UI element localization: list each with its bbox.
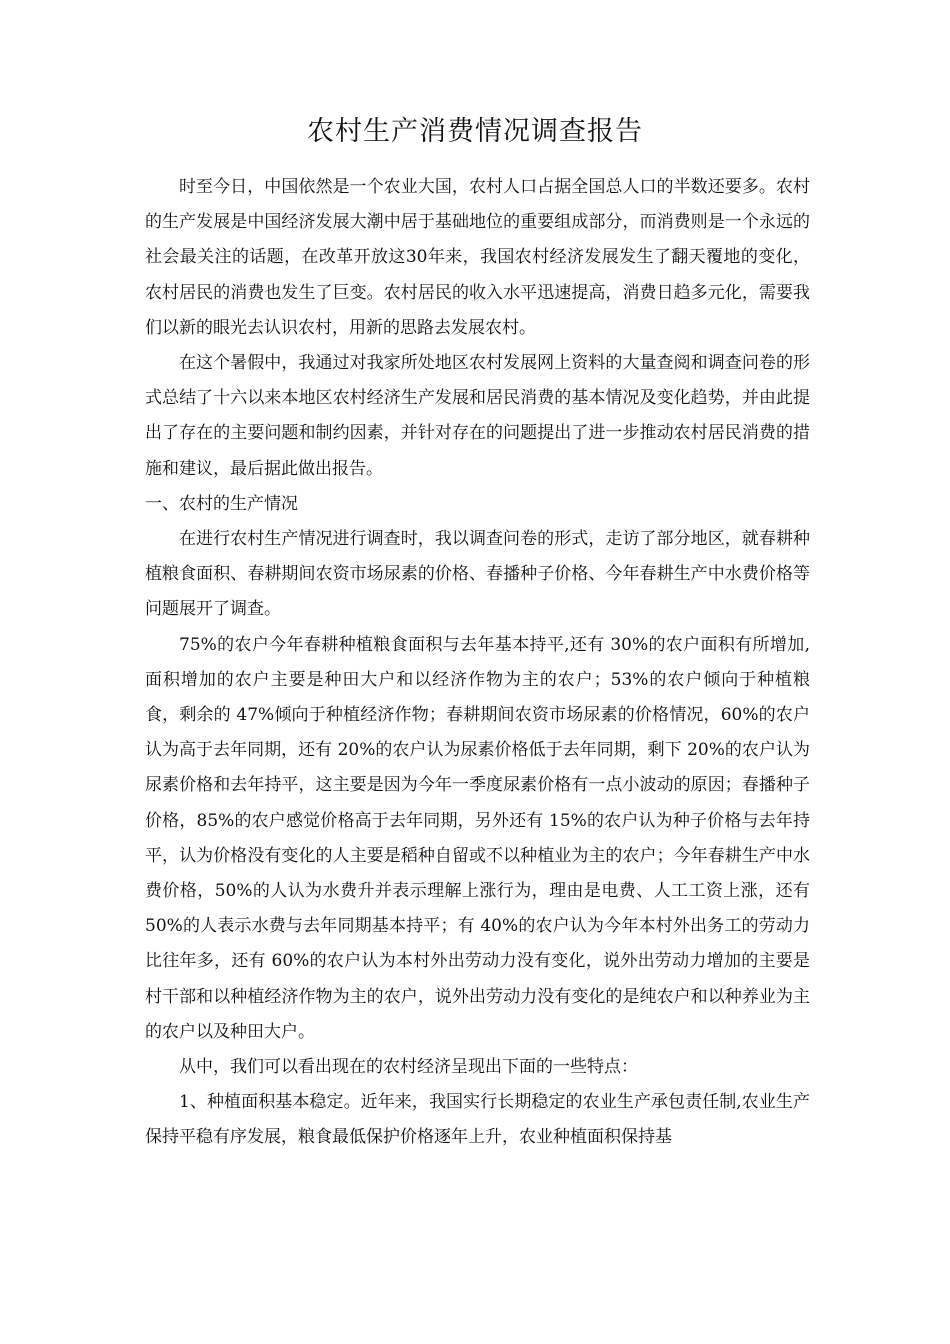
section-paragraph-survey-results: 75%的农户今年春耕种植粮食面积与去年基本持平,还有 30%的农户面积有所增加,面积增加的农户主要是种田大户和以经济作物为主的农户；53%的农户倾向于种植粮食，剩余的 47%倾向于种植经济作物；春耕期间农资市场尿素的价格情况，60%的农户认为高于去年同期，还有 20%的农户认为尿素价格低于去年同期，剩下 20%的农户认为尿素价格和去年持平，这主要是因为今年一季度尿素价格有一点小波动的原因；春播种子价格，85%的农户感觉价格高于去年同期，另外还有 15%的农户认为种子价格与去年持平，认为价格没有变化的人主要是稻种自留或不以种植业为主的农户；今年春耕生产中水费价格，50%的人认为水费升并表示理解上涨行为，理由是电费、人工工资上涨，还有 50%的人表示水费与去年同期基本持平；有 40%的农户认为今年本村外出务工的劳动力比往年多，还有 60%的农户认为本村外出劳动力没有变化，说外出劳动力增加的主要是村干部和以种植经济作物为主的农户，说外出劳动力没有变化的是纯农户和以种养业为主的农户以及种田大户。 [145,634,810,1042]
document-body [145,170,810,1156]
section-paragraph-features-intro: 从中，我们可以看出现在的农村经济呈现出下面的一些特点： [179,1057,638,1078]
section-paragraph-feature-1: 1、种植面积基本稳定。近年来，我国实行长期稳定的农业生产承包责任制,农业生产保持平稳有序发展，粮食最低保护价格逐年上升，农业种植面积保持基 [145,1092,810,1148]
section-paragraph-survey-method: 在进行农村生产情况进行调查时，我以调查问卷的形式，走访了部分地区，就春耕种植粮食面积、春耕期间农资市场尿素的价格、春播种子价格、今年春耕生产中水费价格等问题展开了调查。 [145,529,810,620]
document-title: 农村生产消费情况调查报告 [307,116,643,147]
intro-paragraph-2: 在这个暑假中，我通过对我家所处地区农村发展网上资料的大量查阅和调查问卷的形式总结了十六以来本地区农村经济生产发展和居民消费的基本情况及变化趋势，并由此提出了存在的主要问题和制约因素，并针对存在的问题提出了进一步推动农村居民消费的措施和建议，最后据此做出报告。 [145,353,810,479]
intro-paragraph-1: 时至今日，中国依然是一个农业大国，农村人口占据全国总人口的半数还要多。农村的生产发展是中国经济发展大潮中居于基础地位的重要组成部分，而消费则是一个永远的社会最关注的话题，在改革开放这30年来，我国农村经济发展发生了翻天覆地的变化，农村居民的消费也发生了巨变。农村居民的收入水平迅速提高，消费日趋多元化，需要我们以新的眼光去认识农村，用新的思路去发展农村。 [145,177,810,338]
section-heading-production: 一、农村的生产情况 [145,493,298,514]
